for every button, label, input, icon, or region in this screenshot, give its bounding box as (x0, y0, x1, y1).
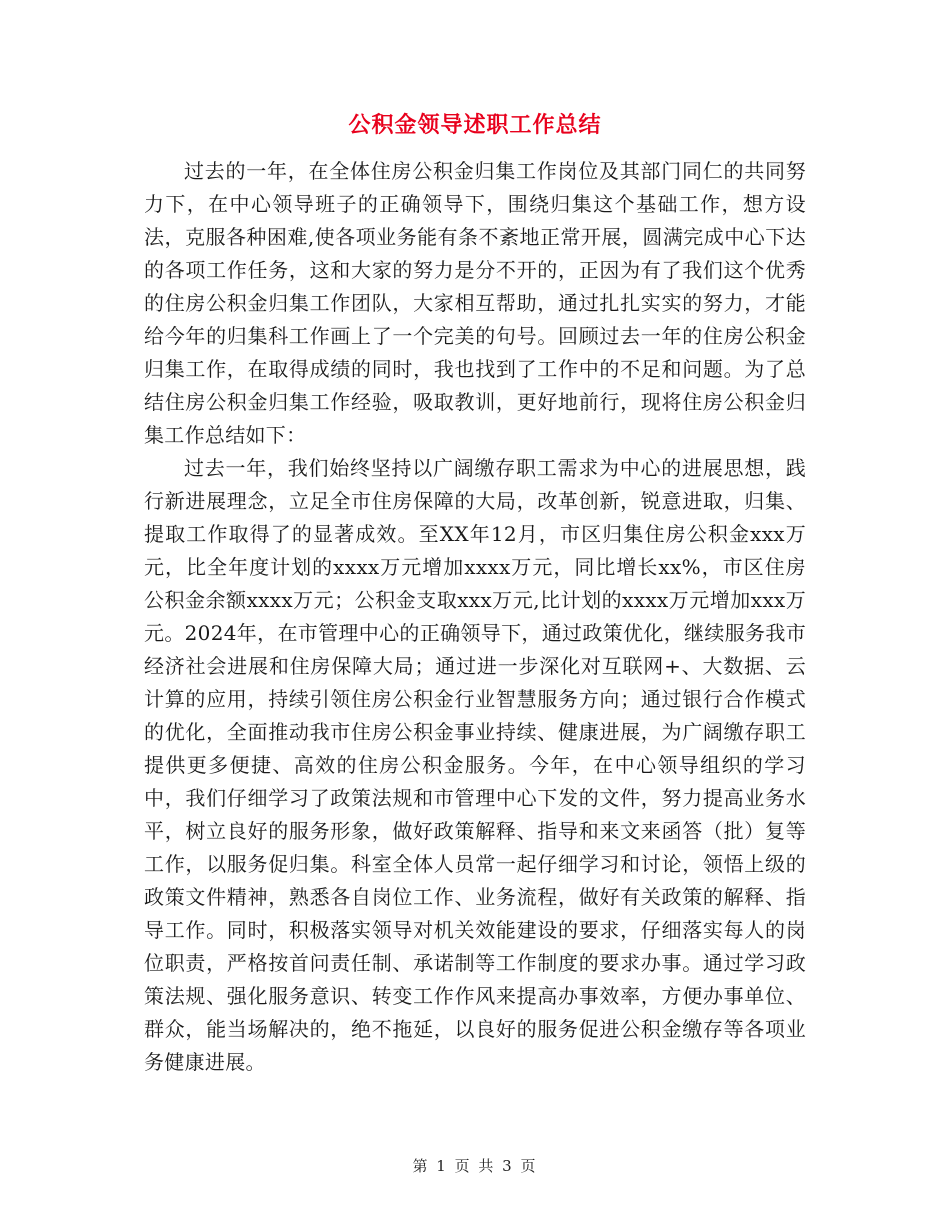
document-title: 公积金领导述职工作总结 (348, 113, 602, 138)
document-body (144, 155, 806, 1079)
paragraph-achievements: 过去一年，我们始终坚持以广阔缴存职工需求为中心的进展思想，践行新进展理念，立足全市住房保障的大局，改革创新，锐意进取，归集、提取工作取得了的显著成效。至XX年12月，市区归集住房公积金xxx万元，比全年度计划的xxxx万元增加xxxx万元，同比增长xx%，市区住房公积金余额xxxx万元；公积金支取xxx万元,比计划的xxxx万元增加xxx万元。2024年，在市管理中心的正确领导下，通过政策优化，继续服务我市经济社会进展和住房保障大局；通过进一步深化对互联网+、大数据、云计算的应用，持续引领住房公积金行业智慧服务方向；通过银行合作模式的优化，全面推动我市住房公积金事业持续、健康进展，为广阔缴存职工提供更多便捷、高效的住房公积金服务。今年，在中心领导组织的学习中，我们仔细学习了政策法规和市管理中心下发的文件，努力提高业务水平，树立良好的服务形象，做好政策解释、指导和来文来函答（批）复等工作，以服务促归集。科室全体人员常一起仔细学习和讨论，领悟上级的政策文件精神，熟悉各自岗位工作、业务流程，做好有关政策的解释、指导工作。同时，积极落实领导对机关效能建设的要求，仔细落实每人的岗位职责，严格按首问责任制、承诺制等工作制度的要求办事。通过学习政策法规、强化服务意识、转变工作作风来提高办事效率，方便办事单位、群众，能当场解决的，绝不拖延，以良好的服务促进公积金缴存等各项业务健康进展。 (144, 456, 806, 1074)
page-number-footer: 第 1 页 共 3 页 (412, 1157, 538, 1175)
paragraph-intro: 过去的一年，在全体住房公积金归集工作岗位及其部门同仁的共同努力下，在中心领导班子的正确领导下，围绕归集这个基础工作，想方设法，克服各种困难,使各项业务能有条不紊地正常开展，圆满完成中心下达的各项工作任务，这和大家的努力是分不开的，正因为有了我们这个优秀的住房公积金归集工作团队，大家相互帮助，通过扎扎实实的努力，才能给今年的归集科工作画上了一个完美的句号。回顾过去一年的住房公积金归集工作，在取得成绩的同时，我也找到了工作中的不足和问题。为了总结住房公积金归集工作经验，吸取教训，更好地前行，现将住房公积金归集工作总结如下： (144, 159, 806, 447)
